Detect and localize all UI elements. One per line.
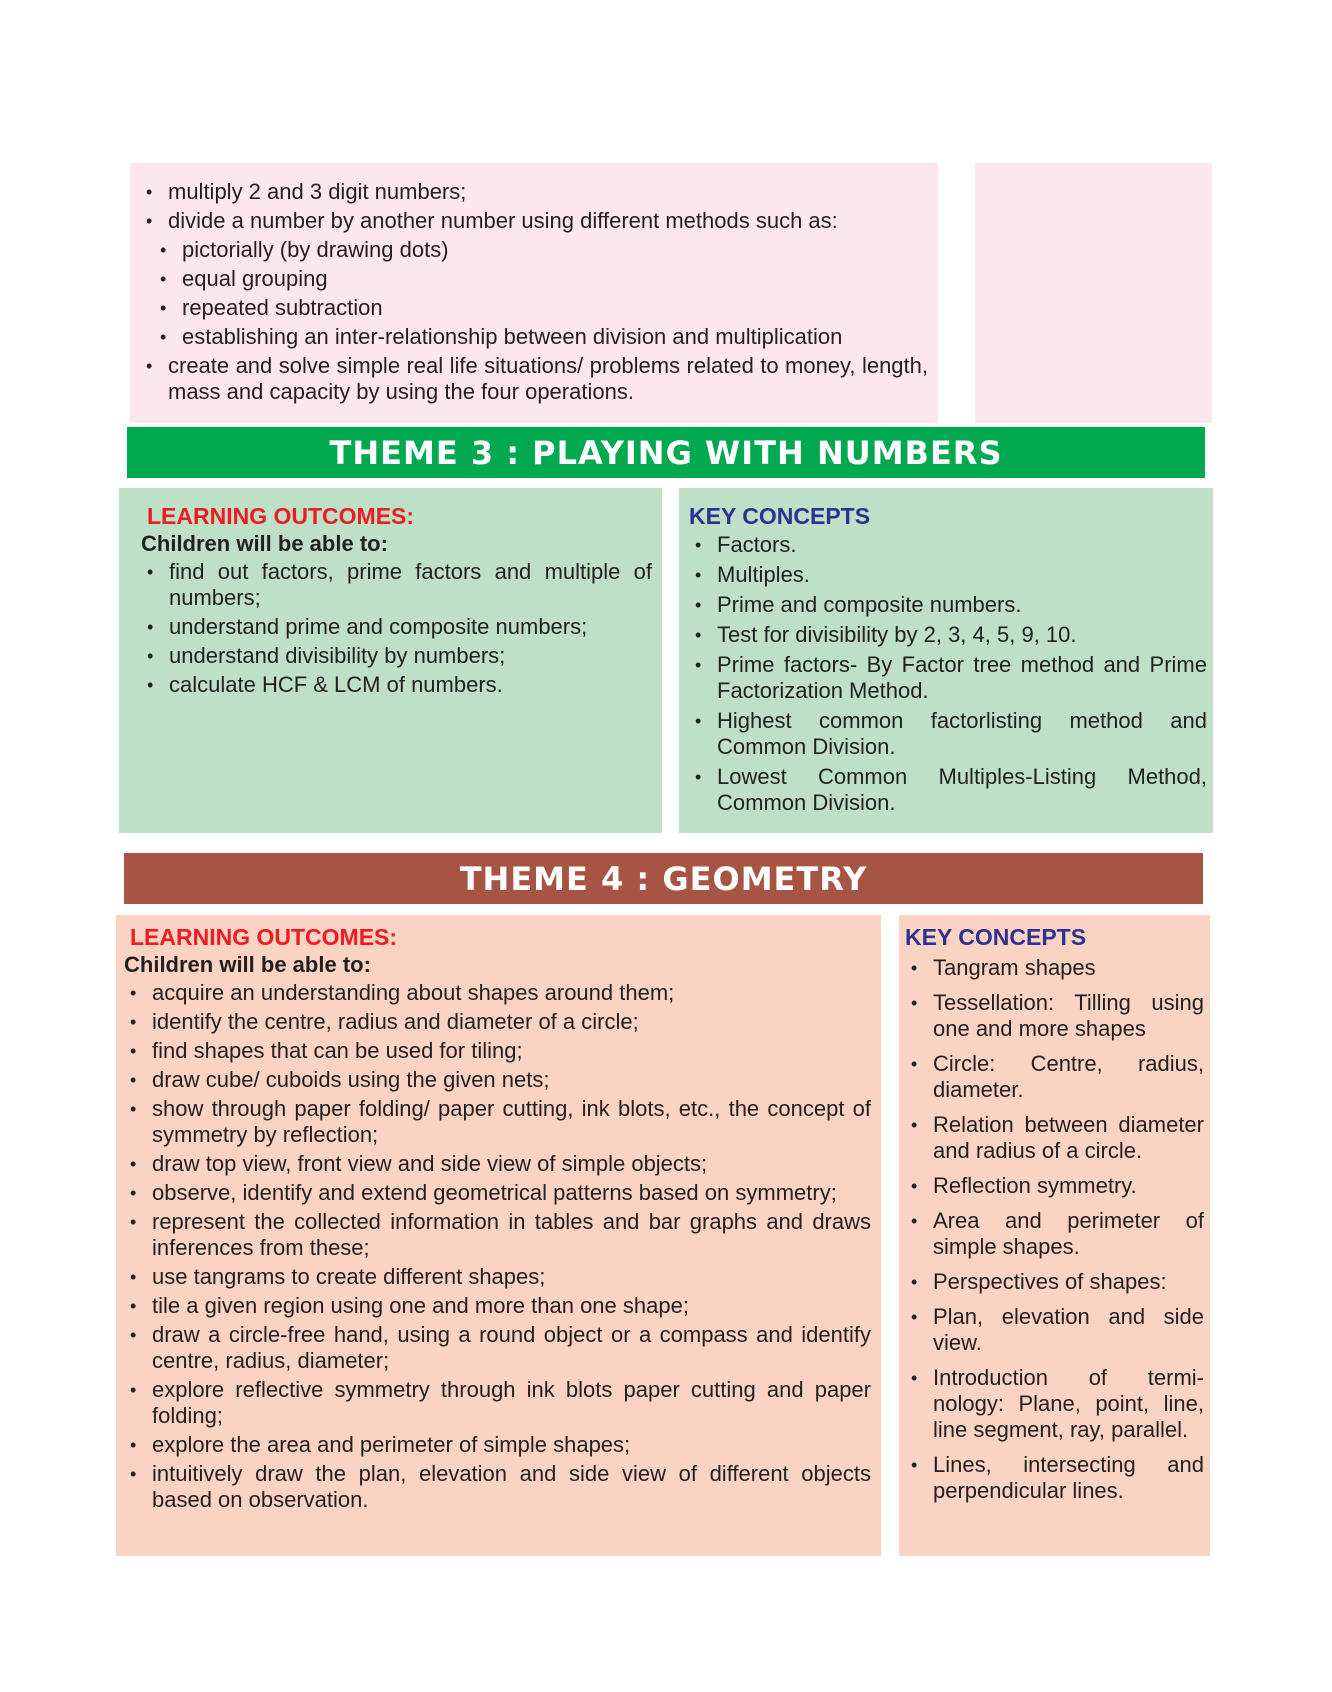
list-item: • establishing an inter-relationship between division and multiplication (140, 324, 928, 350)
theme4-banner: THEME 4 : GEOMETRY (124, 853, 1203, 904)
list-item: • Circle: Centre, radius, diameter. (905, 1051, 1204, 1103)
learning-outcomes-heading: LEARNING OUTCOMES: (130, 924, 398, 950)
list-item: • show through paper folding/ paper cutting, ink blots, etc., the concept of symmetry by reflection; (124, 1096, 871, 1148)
list-item: • Tessellation: Tilling using one and more shapes (905, 990, 1204, 1042)
list-item: • multiply 2 and 3 digit numbers; (140, 179, 928, 205)
list-item: • Lowest Common Multiples-Listing Method, Common Division. (689, 764, 1207, 816)
list-item: • observe, identify and extend geometrical patterns based on symmetry; (124, 1180, 871, 1206)
list-item: • Prime and composite numbers. (689, 592, 1207, 618)
top-key-concepts-box (975, 163, 1212, 423)
key-concepts-list (689, 532, 1207, 816)
list-item: • draw cube/ cuboids using the given nets; (124, 1067, 871, 1093)
learning-outcomes-subheading: Children will be able to: (141, 531, 388, 556)
list-item: • pictorially (by drawing dots) (140, 237, 928, 263)
list-item: • draw top view, front view and side view of simple objects; (124, 1151, 871, 1177)
list-item: • Tangram shapes (905, 955, 1204, 981)
key-concepts-list (905, 955, 1204, 1504)
list-item: • Prime factors- By Factor tree method and Prime Factorization Method. (689, 652, 1207, 704)
key-concepts-heading: KEY CONCEPTS (689, 503, 871, 529)
learning-outcomes-list (141, 559, 652, 698)
list-item: • Relation between diameter and radius of a circle. (905, 1112, 1204, 1164)
theme4-key-concepts (899, 915, 1210, 1556)
list-item: • identify the centre, radius and diameter of a circle; (124, 1009, 871, 1035)
list-item: • divide a number by another number using different methods such as: (140, 208, 928, 234)
learning-outcomes-heading: LEARNING OUTCOMES: (147, 503, 415, 529)
list-item: • use tangrams to create different shapes; (124, 1264, 871, 1290)
list-item: • Reflection symmetry. (905, 1173, 1204, 1199)
list-item: • explore the area and perimeter of simple shapes; (124, 1432, 871, 1458)
list-item: • Test for divisibility by 2, 3, 4, 5, 9, 10. (689, 622, 1207, 648)
list-item: • understand prime and composite numbers; (141, 614, 652, 640)
list-item: • repeated subtraction (140, 295, 928, 321)
list-item: • Perspectives of shapes: (905, 1269, 1204, 1295)
list-item: • acquire an understanding about shapes around them; (124, 980, 871, 1006)
top-outcomes-box (130, 163, 938, 423)
key-concepts-heading: KEY CONCEPTS (905, 924, 1087, 950)
list-item: • calculate HCF & LCM of numbers. (141, 672, 652, 698)
list-item: • create and solve simple real life situations/ problems related to money, length, mass and capacity by using the four operations. (140, 353, 928, 405)
list-item: • Area and perimeter of simple shapes. (905, 1208, 1204, 1260)
list-item: • find out factors, prime factors and multiple of numbers; (141, 559, 652, 611)
theme3-banner: THEME 3 : PLAYING WITH NUMBERS (127, 427, 1205, 478)
list-item: • Highest common factorlisting method and Common Division. (689, 708, 1207, 760)
list-item: • Introduction of termi-nology: Plane, point, line, line segment, ray, parallel. (905, 1365, 1204, 1443)
learning-outcomes-subheading: Children will be able to: (124, 952, 371, 977)
list-item: • Lines, intersecting and perpendicular lines. (905, 1452, 1204, 1504)
list-item: • find shapes that can be used for tiling; (124, 1038, 871, 1064)
list-item: • draw a circle-free hand, using a round object or a compass and identify centre, radius, diameter; (124, 1322, 871, 1374)
theme4-learning-outcomes (116, 915, 881, 1556)
list-item: • Multiples. (689, 562, 1207, 588)
theme3-key-concepts (679, 488, 1213, 833)
list-item: • Factors. (689, 532, 1207, 558)
list-item: • tile a given region using one and more than one shape; (124, 1293, 871, 1319)
theme3-learning-outcomes (119, 488, 662, 833)
learning-outcomes-list (124, 980, 871, 1513)
list-item: • represent the collected information in tables and bar graphs and draws inferences from these; (124, 1209, 871, 1261)
top-outcomes-list (140, 179, 928, 405)
list-item: • intuitively draw the plan, elevation and side view of different objects based on observation. (124, 1461, 871, 1513)
list-item: • equal grouping (140, 266, 928, 292)
list-item: • explore reflective symmetry through ink blots paper cutting and paper folding; (124, 1377, 871, 1429)
list-item: • Plan, elevation and side view. (905, 1304, 1204, 1356)
list-item: • understand divisibility by numbers; (141, 643, 652, 669)
